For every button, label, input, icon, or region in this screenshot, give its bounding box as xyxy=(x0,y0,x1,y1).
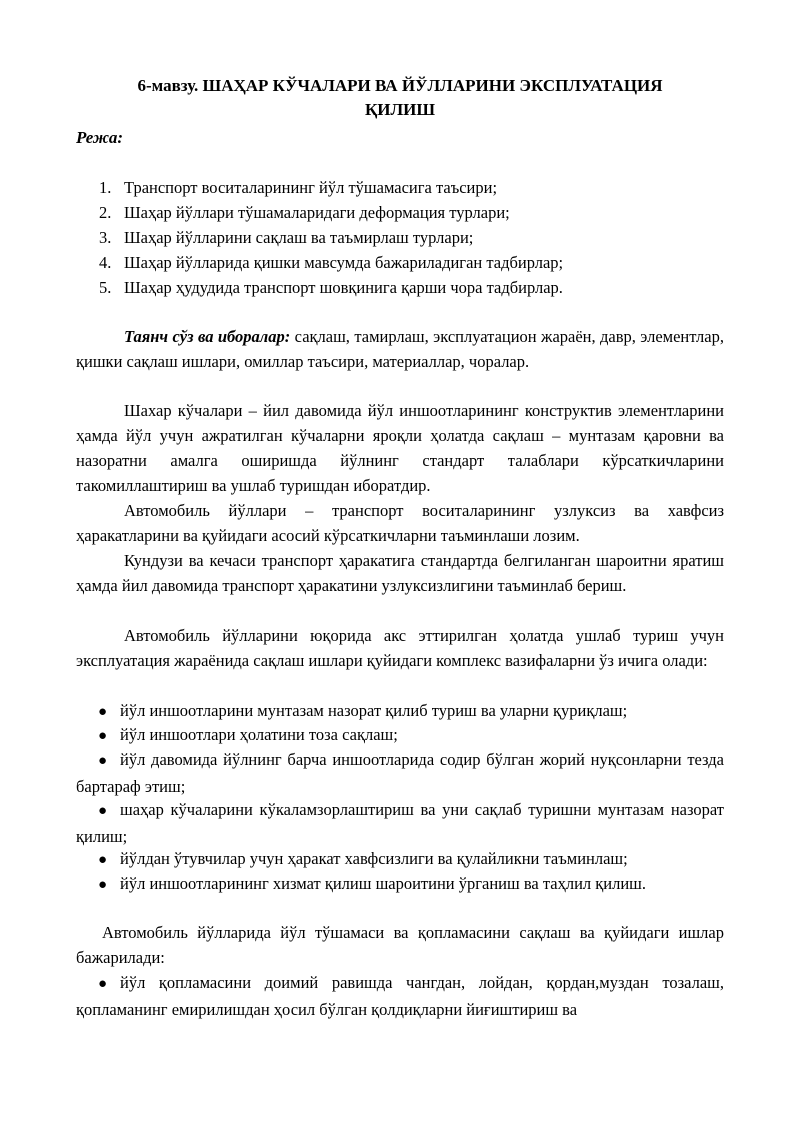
plan-item-text: Шаҳар йўллари тўшамаларидаги деформация турлари; xyxy=(124,203,510,222)
plan-item xyxy=(76,225,724,250)
bullet-item xyxy=(76,722,724,749)
plan-item-text: Транспорт воситаларининг йўл тўшамасига таъсири; xyxy=(124,178,498,197)
bullet-icon: ● xyxy=(98,704,108,720)
bullet-item xyxy=(76,747,724,799)
body-paragraph-5: Автомобиль йўлларида йўл тўшамаси ва қопламасини сақлаш ва қуйидаги ишлар бажарилади: xyxy=(76,923,724,967)
bullet-text: шаҳар кўчаларини кўкаламзорлаштириш ва уни сақлаб туришни мунтазам назорат қилиш; xyxy=(76,800,724,846)
plan-list xyxy=(76,175,724,300)
bullet-item xyxy=(76,846,724,873)
body-paragraph-1: Шахар кўчалари – йил давомида йўл иншоотларининг конструктив элементларини ҳамда йўл учун ажратилган кўчаларни яроқли ҳолатда сақлаш – мунтазам қаровни ва назоратни амалга оширишда йўлнинг стандарт талаблари кўрсаткичларини такомиллаштириш ва ушлаб туришдан иборатдир. xyxy=(76,401,724,495)
body-paragraph-3: Кундузи ва кечаси транспорт ҳаракатига стандартда белгиланган шароитни яратиш ҳамда йил давомида транспорт ҳаракатини узлуксизлигини таъминлаб бериш. xyxy=(76,551,724,595)
plan-item-number: 1. xyxy=(99,178,112,197)
bullet-text: йўл иншоотларини мунтазам назорат қилиб туриш ва уларни қуриқлаш; xyxy=(120,701,628,720)
plan-item-text: Шаҳар йўлларида қишки мавсумда бажариладиган тадбирлар; xyxy=(124,253,564,272)
plan-item-number: 5. xyxy=(99,278,112,297)
plan-item xyxy=(76,200,724,225)
keywords-text: сақлаш, тамирлаш, эксплуатацион жараён, давр, элементлар, қишки сақлаш ишлари, омиллар таъсири, материаллар, чоралар. xyxy=(76,327,724,371)
plan-item xyxy=(76,275,724,300)
bullet-text: йўл иншоотларининг хизмат қилиш шароитини ўрганиш ва таҳлил қилиш. xyxy=(120,874,647,893)
bullet-icon: ● xyxy=(98,803,108,819)
bullet-icon: ● xyxy=(98,728,108,744)
bullet-item xyxy=(76,698,724,725)
bullet-icon: ● xyxy=(98,976,108,992)
body-paragraph-4: Автомобиль йўлларини юқорида акс эттирилган ҳолатда ушлаб туриш учун эксплуатация жараёнида сақлаш ишлари қуйидаги комплекс вазифаларни ўз ичига олади: xyxy=(76,626,724,670)
body-paragraph-2: Автомобиль йўллари – транспорт воситаларининг узлуксиз ва хавфсиз ҳаракатларини ва қуйидаги асосий кўрсаткичларни таъминлаши лозим. xyxy=(76,501,724,545)
bullet-text: йўлдан ўтувчилар учун ҳаракат хавфсизлиги ва қулайликни таъминлаш; xyxy=(120,849,628,868)
bullet-icon: ● xyxy=(98,877,108,893)
bullet-item xyxy=(76,871,724,898)
plan-item-number: 2. xyxy=(99,203,112,222)
title-line-2: ҚИЛИШ xyxy=(364,100,436,119)
title-line-1: 6-мавзу. ШАҲАР КЎЧАЛАРИ ВА ЙЎЛЛАРИНИ ЭКСПЛУАТАЦИЯ xyxy=(137,76,663,95)
bullet-text: йўл давомида йўлнинг барча иншоотларида содир бўлган жорий нуқсонларни тезда бартараф этиш; xyxy=(76,750,724,796)
bullet-icon: ● xyxy=(98,753,108,769)
bullet-item xyxy=(76,970,724,1022)
plan-heading: Режа: xyxy=(76,128,124,147)
bullet-icon: ● xyxy=(98,852,108,868)
bullet-item xyxy=(76,797,724,849)
page-title xyxy=(76,74,724,122)
bullet-text: йўл қопламасини доимий равишда чангдан, лойдан, қордан,муздан тозалаш, қопламанинг емирилишдан ҳосил бўлган қолдиқларни йиғиштириш ва xyxy=(76,973,724,1019)
plan-item-text: Шаҳар йўлларини сақлаш ва таъмирлаш турлари; xyxy=(124,228,474,247)
plan-item-text: Шаҳар ҳудудида транспорт шовқинига қарши чора тадбирлар. xyxy=(124,278,563,297)
plan-item xyxy=(76,250,724,275)
plan-item-number: 3. xyxy=(99,228,112,247)
keywords-label: Таянч сўз ва иборалар: xyxy=(124,327,291,346)
bullet-text: йўл иншоотлари ҳолатини тоза сақлаш; xyxy=(120,725,398,744)
plan-item xyxy=(76,175,724,200)
plan-item-number: 4. xyxy=(99,253,112,272)
keywords-paragraph xyxy=(76,324,724,374)
